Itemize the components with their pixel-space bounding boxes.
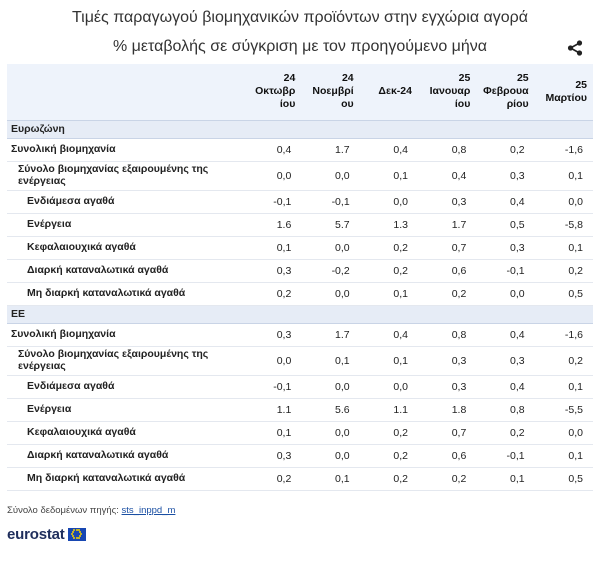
table-cell: 0,4 [360,138,418,161]
source-link[interactable]: sts_inppd_m [121,505,176,516]
table-cell: 0,2 [360,259,418,282]
chart-title: Τιμές παραγωγού βιομηχανικών προϊόντων στην εγχώρια αγορά [71,9,529,26]
row-label: Ενέργεια [7,398,243,421]
table-cell: -0,1 [243,190,301,213]
table-cell: -0,1 [243,375,301,398]
column-header-line: ίου [454,98,471,111]
table-row [7,467,593,490]
column-header-line: 24 [283,72,296,85]
table-row [7,444,593,467]
column-header-line: ίου [279,98,296,111]
table-cell: 0,2 [360,236,418,259]
row-label: Ενέργεια [7,213,243,236]
column-header-line: Μαρτίου [545,91,587,104]
table-cell: 0,2 [360,467,418,490]
table-cell: 0,1 [535,444,593,467]
source-note [7,505,175,516]
flag-star [76,537,78,539]
table-cell: 1.1 [243,398,301,421]
table-cell: -0,2 [301,259,359,282]
column-header [418,64,476,120]
table-cell: 5.6 [301,398,359,421]
eurostat-logo [7,524,86,544]
table-cell: 0,4 [476,190,534,213]
row-label: Συνολική βιομηχανία [7,323,243,346]
table-cell: 1.6 [243,213,301,236]
group-label: ΕΕ [7,305,593,323]
table-cell: 0,0 [243,161,301,190]
table-cell: 0,1 [476,467,534,490]
table-cell: 0,2 [535,259,593,282]
column-header [301,64,359,120]
table-cell: 0,1 [535,375,593,398]
table-cell: 0,0 [301,421,359,444]
table-cell: 0,5 [535,467,593,490]
column-header-line: Φεβρουα [483,85,529,98]
column-header-line: ου [341,98,354,111]
column-header-line: 25 [516,72,529,85]
table-cell: 0,3 [476,236,534,259]
column-header-line: 24 [341,72,354,85]
table-cell: -5,8 [535,213,593,236]
table-cell: -1,6 [535,138,593,161]
table-cell: 1.7 [418,213,476,236]
table-cell: 0,8 [418,138,476,161]
row-label: Ενδιάμεσα αγαθά [7,190,243,213]
table-cell: 0,2 [360,444,418,467]
table-cell: 0,0 [360,190,418,213]
table-cell: 0,2 [360,421,418,444]
table-cell: 0,2 [418,282,476,305]
column-header-line: Οκτωβρ [255,85,296,98]
table-cell: 0,6 [418,259,476,282]
column-header-line: ρίου [506,98,529,111]
row-label: Μη διαρκή καταναλωτικά αγαθά [7,467,243,490]
table-cell: 1.3 [360,213,418,236]
data-table-container [7,64,593,491]
table-cell: 0,5 [476,213,534,236]
row-label: Διαρκή καταναλωτικά αγαθά [7,444,243,467]
eu-flag-icon [68,528,86,541]
row-label: Κεφαλαιουχικά αγαθά [7,236,243,259]
column-header-line: 25 [458,72,471,85]
row-label: Διαρκή καταναλωτικά αγαθά [7,259,243,282]
source-prefix: Σύνολο δεδομένων πηγής: [7,505,119,516]
row-label: Μη διαρκή καταναλωτικά αγαθά [7,282,243,305]
column-header [476,64,534,120]
table-cell: 0,0 [301,375,359,398]
table-cell: 0,2 [418,467,476,490]
table-cell: 0,2 [243,467,301,490]
table-cell: 0,0 [301,161,359,190]
table-cell: -0,1 [301,190,359,213]
table-cell: 0,0 [476,282,534,305]
table-row [7,346,593,375]
table-cell: 0,4 [418,161,476,190]
table-cell: 0,4 [360,323,418,346]
table-cell: 0,3 [418,190,476,213]
data-table [7,64,593,491]
table-row [7,138,593,161]
row-label: Ενδιάμεσα αγαθά [7,375,243,398]
table-cell: 0,6 [418,444,476,467]
table-cell: 0,1 [360,346,418,375]
table-cell: 0,0 [535,190,593,213]
table-row [7,323,593,346]
column-header-line: Νοεμβρί [312,85,354,98]
table-cell: 0,0 [301,282,359,305]
table-cell: 0,2 [476,138,534,161]
table-cell: -0,1 [476,444,534,467]
column-header-line: 25 [575,78,587,91]
table-cell: -0,1 [476,259,534,282]
table-cell: 0,1 [301,467,359,490]
table-cell: 0,0 [243,346,301,375]
column-header [243,64,301,120]
logo-text: eurostat [7,525,65,543]
table-cell: 0,3 [476,161,534,190]
table-row [7,375,593,398]
table-row [7,259,593,282]
table-cell: 0,1 [535,161,593,190]
row-label: Συνολική βιομηχανία [7,138,243,161]
table-cell: 0,0 [360,375,418,398]
table-row [7,236,593,259]
table-cell: 0,1 [535,236,593,259]
column-header-line: Δεκ-24 [378,85,412,98]
table-cell: 1.1 [360,398,418,421]
table-cell: 0,3 [243,323,301,346]
table-cell: 0,2 [535,346,593,375]
table-header-corner [7,64,243,120]
group-row [7,120,593,138]
table-cell: 0,0 [535,421,593,444]
table-cell: 0,1 [360,282,418,305]
table-cell: 0,3 [243,444,301,467]
table-row [7,161,593,190]
table-cell: -5,5 [535,398,593,421]
row-label: Σύνολο βιομηχανίας εξαιρουμένης της ενέργειας [7,346,243,375]
table-cell: 0,7 [418,236,476,259]
table-cell: -1,6 [535,323,593,346]
table-header-row [7,64,593,120]
table-cell: 0,1 [243,236,301,259]
table-row [7,213,593,236]
table-row [7,282,593,305]
share-icon[interactable] [566,39,584,57]
table-cell: 0,5 [535,282,593,305]
column-header-line: Ιανουαρ [429,85,471,98]
table-cell: 0,4 [476,375,534,398]
table-row [7,398,593,421]
table-cell: 0,1 [360,161,418,190]
table-row [7,190,593,213]
flag-star [72,531,74,533]
table-cell: 0,3 [418,346,476,375]
table-cell: 1.8 [418,398,476,421]
row-label: Σύνολο βιομηχανίας εξαιρουμένης της ενέργειας [7,161,243,190]
flag-star [78,537,80,539]
column-header [535,64,593,120]
group-row [7,305,593,323]
table-cell: 5.7 [301,213,359,236]
column-header [360,64,418,120]
table-cell: 0,3 [476,346,534,375]
table-cell: 0,0 [301,444,359,467]
row-label: Κεφαλαιουχικά αγαθά [7,421,243,444]
chart-subtitle: % μεταβολής σε σύγκριση με τον προηγούμενο μήνα [112,38,488,55]
table-cell: 0,0 [301,236,359,259]
table-cell: 0,3 [418,375,476,398]
table-row [7,421,593,444]
table-cell: 0,2 [476,421,534,444]
table-cell: 0,1 [301,346,359,375]
table-cell: 0,7 [418,421,476,444]
table-cell: 1.7 [301,138,359,161]
group-label: Ευρωζώνη [7,120,593,138]
table-cell: 1.7 [301,323,359,346]
table-cell: 0,1 [243,421,301,444]
table-cell: 0,8 [418,323,476,346]
table-cell: 0,8 [476,398,534,421]
table-cell: 0,4 [476,323,534,346]
table-cell: 0,3 [243,259,301,282]
table-cell: 0,2 [243,282,301,305]
table-cell: 0,4 [243,138,301,161]
